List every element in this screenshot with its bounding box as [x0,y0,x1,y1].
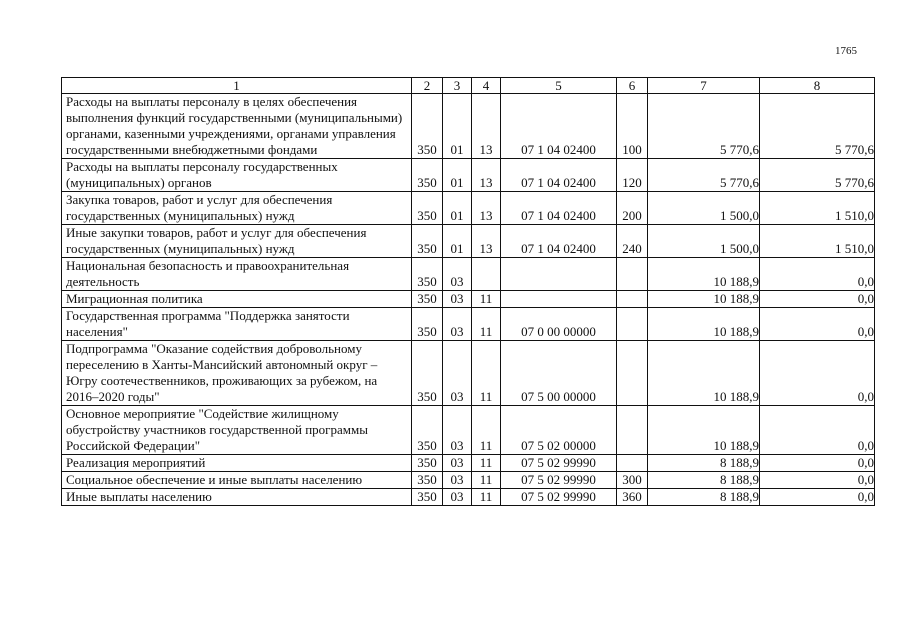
subsection-code-cell: 11 [472,455,501,472]
amount-year1-cell: 8 188,9 [648,472,760,489]
budget-table [61,77,875,506]
subsection-code-cell: 11 [472,406,501,455]
expense-type-cell: 200 [617,192,648,225]
admin-code-cell: 350 [412,489,443,506]
admin-code-cell: 350 [412,159,443,192]
subsection-code-cell: 11 [472,291,501,308]
target-article-cell: 07 5 00 00000 [501,341,617,406]
admin-code-cell: 350 [412,192,443,225]
table-row [62,258,875,291]
row-name-cell: Социальное обеспечение и иные выплаты населению [62,472,412,489]
table-row [62,291,875,308]
admin-code-cell: 350 [412,94,443,159]
amount-year1-cell: 10 188,9 [648,258,760,291]
admin-code-cell: 350 [412,308,443,341]
header-row [62,78,875,94]
column-header-5: 5 [501,78,617,94]
amount-year2-cell: 1 510,0 [760,225,875,258]
amount-year2-cell: 0,0 [760,489,875,506]
section-code-cell: 01 [443,225,472,258]
amount-year2-cell: 0,0 [760,341,875,406]
amount-year1-cell: 5 770,6 [648,94,760,159]
table-row [62,225,875,258]
amount-year2-cell: 0,0 [760,455,875,472]
row-name-cell: Иные выплаты населению [62,489,412,506]
section-code-cell: 03 [443,258,472,291]
section-code-cell: 01 [443,159,472,192]
column-header-6: 6 [617,78,648,94]
column-header-3: 3 [443,78,472,94]
target-article-cell: 07 1 04 02400 [501,225,617,258]
amount-year1-cell: 1 500,0 [648,225,760,258]
row-name-cell: Подпрограмма "Оказание содействия добровольному переселению в Ханты-Мансийский автономный округ – Югру соотечественников, проживающих за рубежом, на 2016–2020 годы" [62,341,412,406]
target-article-cell: 07 5 02 99990 [501,455,617,472]
column-header-7: 7 [648,78,760,94]
column-header-4: 4 [472,78,501,94]
row-name-cell: Миграционная политика [62,291,412,308]
target-article-cell: 07 1 04 02400 [501,94,617,159]
amount-year1-cell: 8 188,9 [648,489,760,506]
subsection-code-cell [472,258,501,291]
section-code-cell: 03 [443,489,472,506]
section-code-cell: 01 [443,192,472,225]
target-article-cell: 07 1 04 02400 [501,192,617,225]
amount-year2-cell: 0,0 [760,308,875,341]
expense-type-cell: 300 [617,472,648,489]
expense-type-cell [617,291,648,308]
target-article-cell [501,258,617,291]
column-header-1: 1 [62,78,412,94]
amount-year1-cell: 10 188,9 [648,308,760,341]
target-article-cell: 07 5 02 99990 [501,472,617,489]
section-code-cell: 03 [443,455,472,472]
expense-type-cell [617,341,648,406]
expense-type-cell: 360 [617,489,648,506]
column-header-8: 8 [760,78,875,94]
subsection-code-cell: 13 [472,192,501,225]
table-body [62,94,875,506]
expense-type-cell: 100 [617,94,648,159]
row-name-cell: Основное мероприятие "Содействие жилищному обустройству участников государственной программы Российской Федерации" [62,406,412,455]
row-name-cell: Национальная безопасность и правоохранительная деятельность [62,258,412,291]
expense-type-cell [617,258,648,291]
amount-year1-cell: 1 500,0 [648,192,760,225]
expense-type-cell [617,455,648,472]
row-name-cell: Закупка товаров, работ и услуг для обеспечения государственных (муниципальных) нужд [62,192,412,225]
amount-year2-cell: 1 510,0 [760,192,875,225]
amount-year1-cell: 10 188,9 [648,291,760,308]
admin-code-cell: 350 [412,291,443,308]
subsection-code-cell: 13 [472,159,501,192]
target-article-cell: 07 1 04 02400 [501,159,617,192]
amount-year2-cell: 0,0 [760,472,875,489]
amount-year1-cell: 10 188,9 [648,406,760,455]
table-row [62,192,875,225]
subsection-code-cell: 11 [472,472,501,489]
amount-year2-cell: 0,0 [760,291,875,308]
amount-year2-cell: 5 770,6 [760,94,875,159]
section-code-cell: 01 [443,94,472,159]
row-name-cell: Государственная программа "Поддержка занятости населения" [62,308,412,341]
section-code-cell: 03 [443,291,472,308]
expense-type-cell [617,406,648,455]
subsection-code-cell: 11 [472,308,501,341]
admin-code-cell: 350 [412,472,443,489]
target-article-cell: 07 5 02 99990 [501,489,617,506]
amount-year2-cell: 0,0 [760,258,875,291]
row-name-cell: Расходы на выплаты персоналу в целях обеспечения выполнения функций государственными (муниципальными) органами, казенными учреждениями, органами управления государственными внебюджетными фондами [62,94,412,159]
table-row [62,308,875,341]
expense-type-cell [617,308,648,341]
subsection-code-cell: 11 [472,341,501,406]
section-code-cell: 03 [443,406,472,455]
table-row [62,341,875,406]
section-code-cell: 03 [443,472,472,489]
table-row [62,455,875,472]
admin-code-cell: 350 [412,341,443,406]
target-article-cell: 07 0 00 00000 [501,308,617,341]
subsection-code-cell: 11 [472,489,501,506]
section-code-cell: 03 [443,341,472,406]
admin-code-cell: 350 [412,455,443,472]
target-article-cell [501,291,617,308]
amount-year1-cell: 5 770,6 [648,159,760,192]
amount-year1-cell: 8 188,9 [648,455,760,472]
admin-code-cell: 350 [412,258,443,291]
target-article-cell: 07 5 02 00000 [501,406,617,455]
row-name-cell: Реализация мероприятий [62,455,412,472]
amount-year1-cell: 10 188,9 [648,341,760,406]
amount-year2-cell: 5 770,6 [760,159,875,192]
subsection-code-cell: 13 [472,94,501,159]
expense-type-cell: 240 [617,225,648,258]
column-header-2: 2 [412,78,443,94]
row-name-cell: Иные закупки товаров, работ и услуг для обеспечения государственных (муниципальных) нужд [62,225,412,258]
section-code-cell: 03 [443,308,472,341]
row-name-cell: Расходы на выплаты персоналу государственных (муниципальных) органов [62,159,412,192]
table-row [62,94,875,159]
page-number: 1765 [835,45,857,57]
table-row [62,489,875,506]
admin-code-cell: 350 [412,406,443,455]
expense-type-cell: 120 [617,159,648,192]
subsection-code-cell: 13 [472,225,501,258]
table-row [62,159,875,192]
table-row [62,406,875,455]
admin-code-cell: 350 [412,225,443,258]
amount-year2-cell: 0,0 [760,406,875,455]
table-row [62,472,875,489]
